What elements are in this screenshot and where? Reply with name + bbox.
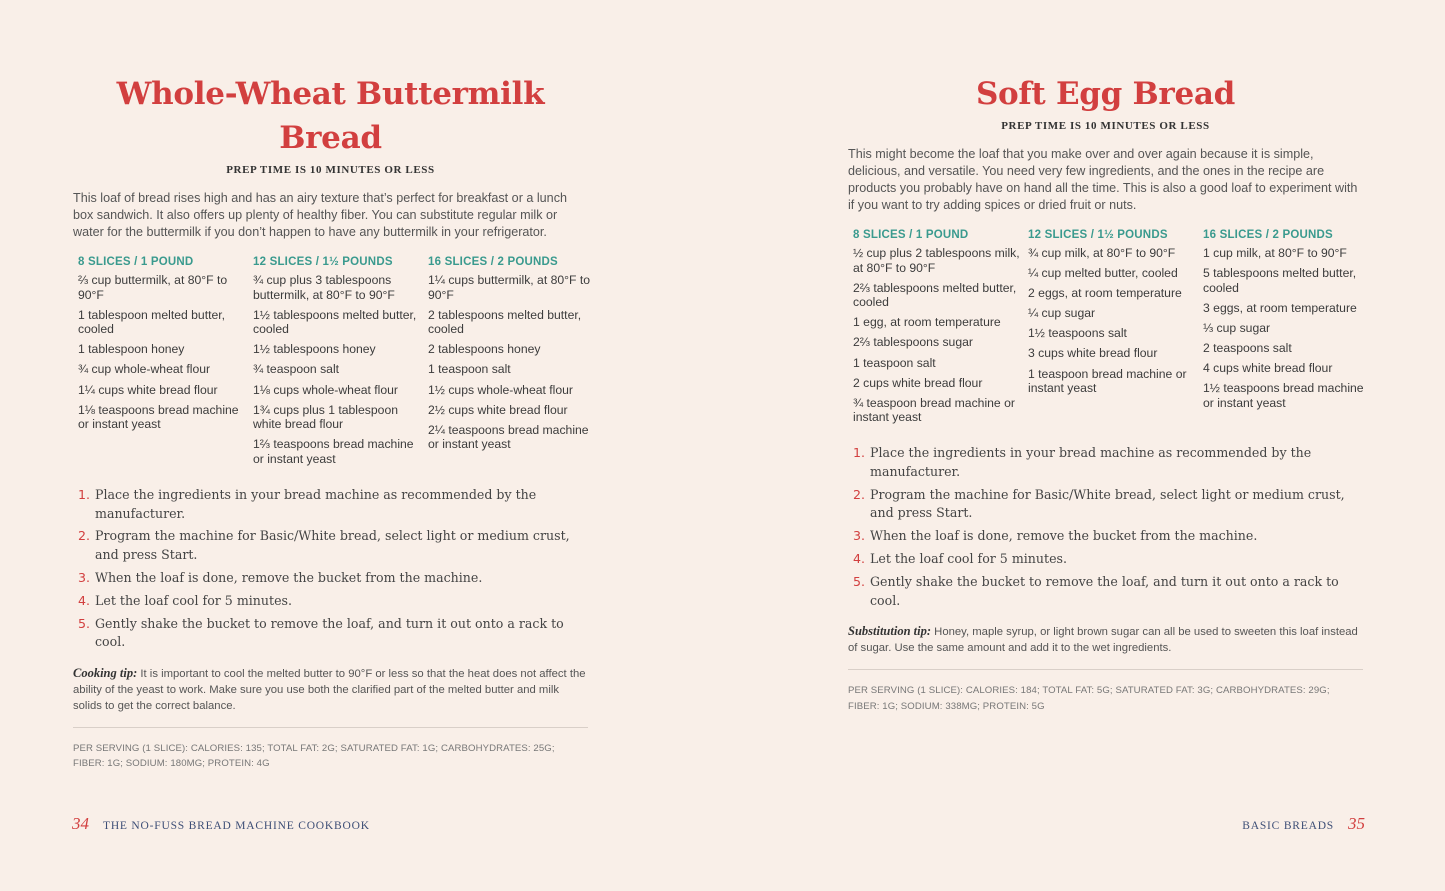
ingredient-item: ¾ cup plus 3 tablespoons buttermilk, at 80°F to 90°F [253, 273, 395, 302]
ingredient-item: 1 cup milk, at 80°F to 90°F [1203, 246, 1347, 260]
step-text: Gently shake the bucket to remove the loaf, and turn it out onto a rack to cool. [95, 615, 564, 650]
instruction-step [853, 486, 1363, 523]
step-number: 3. [78, 569, 91, 585]
ingredient-item: 1½ tablespoons melted butter, cooled [253, 307, 417, 337]
ingredient-item: 1¾ cups plus 1 tablespoon white bread flour [253, 402, 399, 432]
ingredient-item: 1⅛ teaspoons bread machine or instant yeast [78, 402, 239, 432]
ingredient-item: 1 teaspoon salt [853, 355, 936, 370]
ingredient-column [253, 255, 428, 472]
nutrition-info: PER SERVING (1 SLICE): CALORIES: 184; TOTAL FAT: 5G; SATURATED FAT: 3G; CARBOHYDRATES: 29G; FIBER: 1G; SODIUM: 338MG; PROTEIN: 5G [848, 669, 1363, 714]
page-footer [72, 814, 370, 834]
recipe-title: Soft Egg Bread [975, 76, 1236, 112]
ingredient-column [1028, 228, 1203, 430]
ingredient-item: 1 teaspoon bread machine or instant yeast [1028, 366, 1187, 396]
ingredient-item: 1 teaspoon salt [428, 362, 511, 377]
running-head: BASIC BREADS [1242, 820, 1334, 832]
ingredient-column [1203, 228, 1378, 430]
step-number: 2. [853, 486, 866, 502]
instruction-step [853, 550, 1363, 569]
recipe-title: Whole-Wheat Buttermilk Bread [116, 76, 545, 156]
step-number: 4. [853, 551, 866, 567]
ingredient-item: 1½ teaspoons salt [1028, 326, 1127, 341]
instruction-step [78, 592, 588, 611]
step-number: 5. [78, 615, 91, 631]
ingredient-item: 2 tablespoons melted butter, cooled [428, 307, 582, 337]
step-text: Program the machine for Basic/White bread, select light or medium crust, and press Start. [870, 486, 1345, 521]
nutrition-info: PER SERVING (1 SLICE): CALORIES: 135; TOTAL FAT: 2G; SATURATED FAT: 1G; CARBOHYDRATES: 25G; FIBER: 1G; SODIUM: 180MG; PROTEIN: 4G [73, 727, 588, 772]
step-text: Let the loaf cool for 5 minutes. [95, 592, 292, 608]
step-text: When the loaf is done, remove the bucket from the machine. [95, 569, 483, 585]
yield-heading: 8 SLICES / 1 POUND [853, 229, 969, 241]
ingredient-column [853, 228, 1028, 430]
ingredient-item: ⅔ cup buttermilk, at 80°F to 90°F [78, 273, 228, 302]
step-text: Program the machine for Basic/White bread, select light or medium crust, and press Start. [95, 528, 570, 562]
tip-text: It is important to cool the melted butter to 90°F or less so that the heat does not affect the ability of the yeast to work. Make sure you use both the clarified part of the melted butter and milk solids to get the correct balance. [73, 667, 586, 712]
running-head: THE NO-FUSS BREAD MACHINE COOKBOOK [103, 820, 370, 832]
instructions-list [73, 486, 588, 652]
ingredient-column [78, 255, 253, 472]
instruction-step [78, 527, 588, 564]
instruction-step [853, 527, 1363, 546]
ingredient-item: 3 eggs, at room temperature [1203, 300, 1357, 315]
ingredients-table [848, 228, 1363, 430]
ingredient-item: ¾ teaspoon salt [253, 362, 340, 377]
prep-time: PREP TIME IS 10 MINUTES OR LESS [226, 164, 435, 176]
ingredient-item: 1½ cups whole-wheat flour [428, 382, 573, 397]
left-page [0, 0, 722, 891]
recipe-content [73, 72, 591, 772]
ingredient-item: 1⅛ cups whole-wheat flour [253, 382, 398, 397]
ingredient-item: 1 egg, at room temperature [853, 315, 1001, 330]
ingredient-item: 1 tablespoon honey [78, 342, 185, 357]
ingredients-table [73, 255, 591, 472]
ingredient-item: ¼ cup sugar [1028, 306, 1096, 321]
step-number: 1. [853, 445, 866, 461]
ingredient-item: 1⅔ teaspoons bread machine or instant yeast [253, 437, 414, 466]
ingredient-item: 1 tablespoon melted butter, cooled [78, 307, 226, 337]
yield-heading: 12 SLICES / 1½ POUNDS [253, 256, 393, 268]
recipe-intro: This loaf of bread rises high and has an airy texture that’s perfect for breakfast or a lunch box sandwich. It also offers up plenty of healthy fiber. You can substitute regular milk or water for the buttermilk if you don’t happen to have any buttermilk in your refrigerator. [73, 191, 567, 239]
step-text: Let the loaf cool for 5 minutes. [870, 551, 1067, 567]
step-text: When the loaf is done, remove the bucket from the machine. [870, 528, 1258, 544]
yield-heading: 16 SLICES / 2 POUNDS [1203, 229, 1333, 241]
recipe-content [848, 72, 1363, 714]
instruction-step [853, 573, 1363, 610]
instruction-step [78, 486, 588, 523]
instruction-step [78, 615, 588, 652]
step-number: 1. [78, 487, 91, 503]
ingredient-item: 3 cups white bread flour [1028, 346, 1158, 361]
ingredient-item: 1¼ cups white bread flour [78, 382, 218, 397]
tip-label: Cooking tip: [73, 665, 138, 680]
recipe-intro: This might become the loaf that you make over and over again because it is simple, delicious, and versatile. You need very few ingredients, and the ones in the recipe are products you probably have on hand all the time. This is also a good loaf to experiment with if you want to try adding spices or dried fruit or nuts. [848, 147, 1358, 212]
ingredient-item: 2⅔ tablespoons sugar [853, 335, 973, 350]
step-text: Place the ingredients in your bread machine as recommended by the manufacturer. [95, 487, 537, 521]
ingredient-item: 2 teaspoons salt [1203, 340, 1292, 355]
ingredient-item: 4 cups white bread flour [1203, 361, 1333, 376]
yield-heading: 16 SLICES / 2 POUNDS [428, 256, 558, 268]
ingredient-item: 2¼ teaspoons bread machine or instant yeast [428, 422, 589, 452]
page-footer [1242, 814, 1365, 834]
step-text: Gently shake the bucket to remove the loaf, and turn it out onto a rack to cool. [870, 574, 1339, 608]
ingredient-item: ⅓ cup sugar [1203, 320, 1271, 335]
step-text: Place the ingredients in your bread machine as recommended by the manufacturer. [870, 445, 1312, 479]
ingredient-item: ½ cup plus 2 tablespoons milk, at 80°F to 90°F [853, 246, 1020, 275]
step-number: 5. [853, 574, 866, 589]
page-number: 34 [72, 814, 89, 833]
tip-text: Honey, maple syrup, or light brown sugar can all be used to sweeten this loaf instead of sugar. Use the same amount and add it to the wet ingredients. [848, 626, 1358, 654]
page-number: 35 [1348, 814, 1365, 833]
ingredient-item: ¼ cup melted butter, cooled [1028, 266, 1178, 281]
right-page [723, 0, 1445, 891]
ingredient-item: 2⅔ tablespoons melted butter, cooled [853, 280, 1017, 310]
ingredient-item: 2 eggs, at room temperature [1028, 286, 1182, 301]
instruction-step [78, 569, 588, 588]
ingredient-item: 2 tablespoons honey [428, 342, 541, 357]
instruction-step [853, 444, 1363, 481]
ingredient-item: 1¼ cups buttermilk, at 80°F to 90°F [428, 273, 591, 302]
ingredient-item: ¾ cup milk, at 80°F to 90°F [1028, 246, 1176, 260]
yield-heading: 8 SLICES / 1 POUND [78, 256, 194, 268]
ingredient-item: ¾ cup whole-wheat flour [78, 362, 211, 377]
step-number: 2. [78, 528, 91, 544]
yield-heading: 12 SLICES / 1½ POUNDS [1028, 229, 1168, 241]
step-number: 4. [78, 592, 91, 608]
ingredient-column [428, 255, 603, 472]
ingredient-item: 1½ tablespoons honey [253, 342, 376, 357]
step-number: 3. [853, 528, 866, 544]
ingredient-item: ¾ teaspoon bread machine or instant yeast [853, 395, 1015, 425]
cooking-tip [73, 665, 588, 714]
prep-time: PREP TIME IS 10 MINUTES OR LESS [1001, 120, 1210, 132]
ingredient-item: 5 tablespoons melted butter, cooled [1203, 266, 1357, 295]
tip-label: Substitution tip: [848, 624, 932, 638]
ingredient-item: 2 cups white bread flour [853, 375, 983, 390]
ingredient-item: 1½ teaspoons bread machine or instant yeast [1203, 381, 1364, 410]
instructions-list [848, 444, 1363, 610]
substitution-tip [848, 623, 1363, 656]
ingredient-item: 2½ cups white bread flour [428, 402, 568, 417]
